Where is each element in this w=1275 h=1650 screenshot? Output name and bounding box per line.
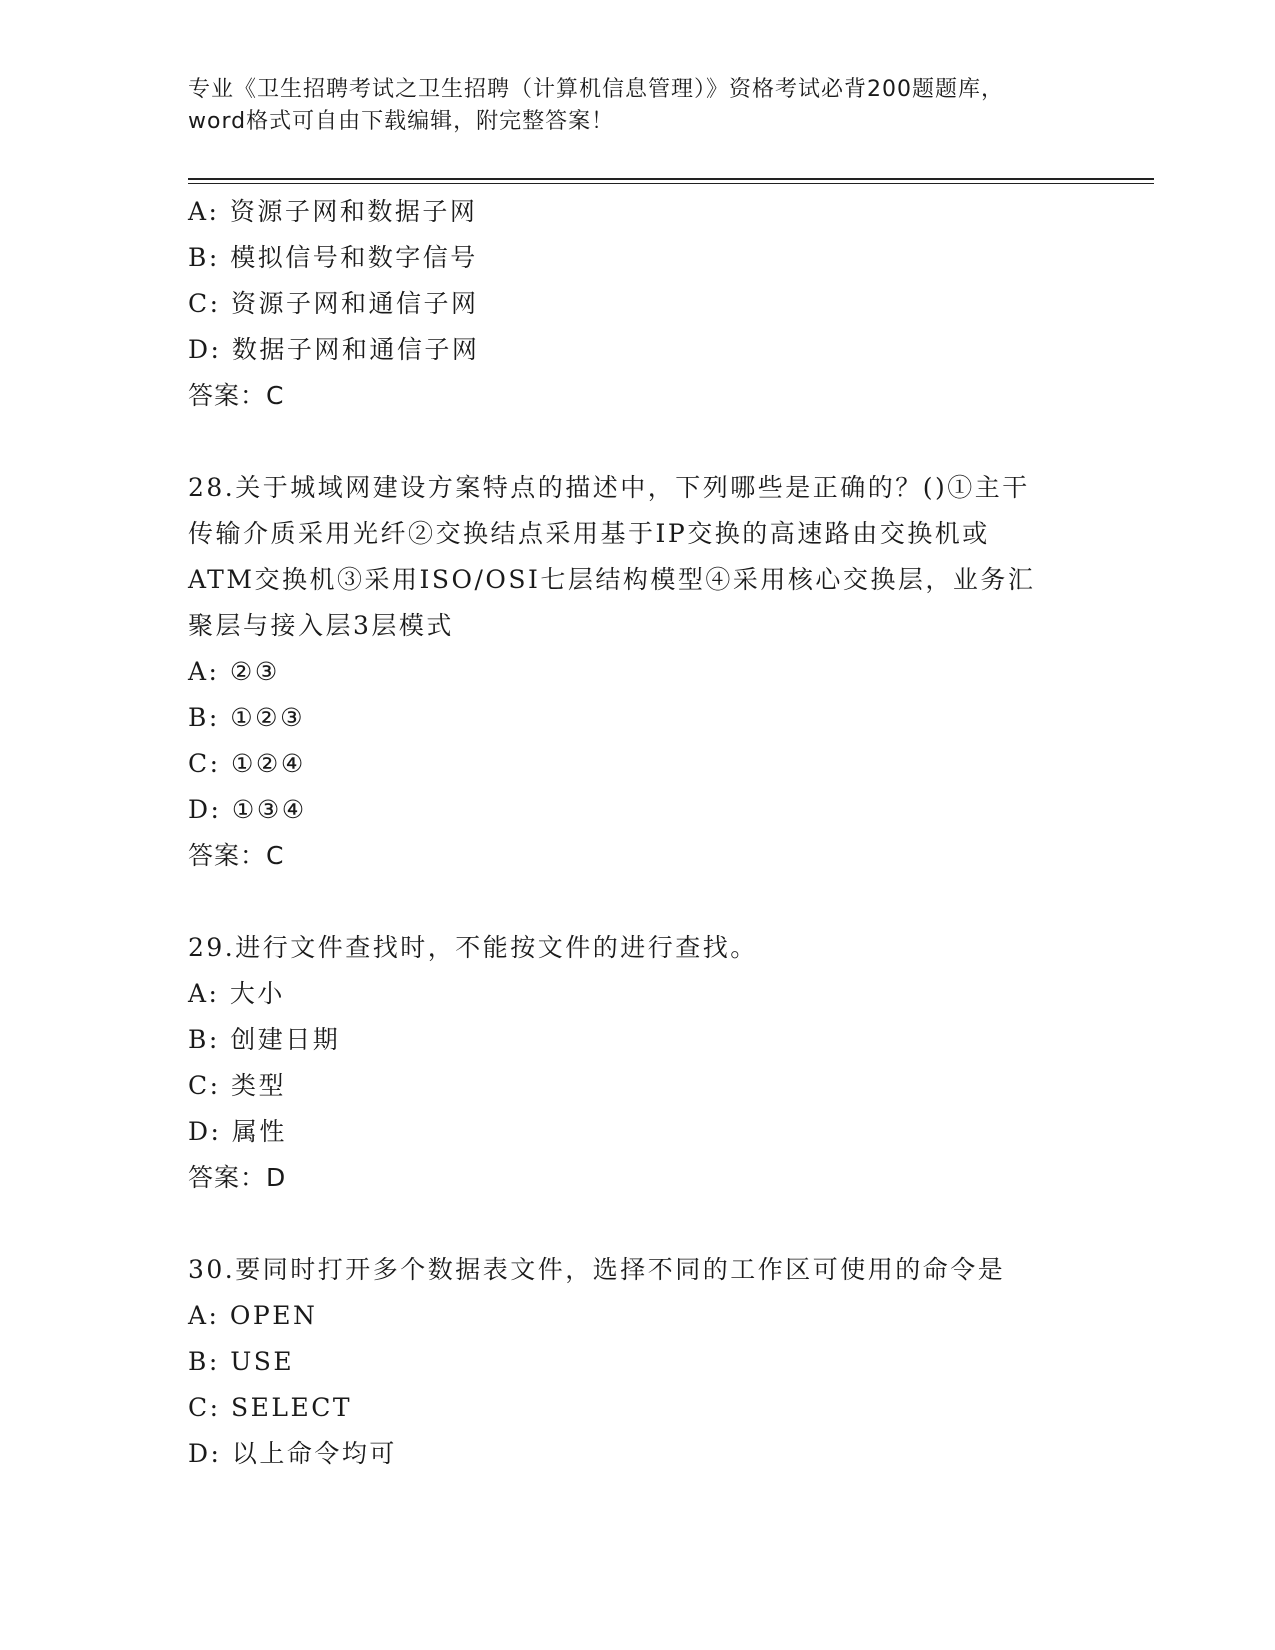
header-divider-thin [188, 183, 1154, 184]
question-stem-line: ATM交换机③采用ISO/OSI七层结构模型④采用核心交换层，业务汇 [188, 565, 1036, 594]
prev-question-block [188, 189, 1088, 419]
option-a: A: 资源子网和数据子网 [188, 197, 478, 226]
header-line-2: word格式可自由下载编辑，附完整答案！ [188, 109, 615, 134]
option-d: D: 属性 [188, 1117, 287, 1146]
option-d: D: ①③④ [188, 795, 307, 824]
option-b: B: ①②③ [188, 703, 305, 732]
option-c: C: 资源子网和通信子网 [188, 289, 479, 318]
header-line-1: 专业《卫生招聘考试之卫生招聘（计算机信息管理）》资格考试必背200题题库， [188, 77, 1004, 102]
option-a: A: 大小 [188, 979, 285, 1008]
option-c: C: 类型 [188, 1071, 286, 1100]
question-stem-line: 30.要同时打开多个数据表文件，选择不同的工作区可使用的命令是 [188, 1255, 1006, 1284]
document-header [188, 74, 1088, 138]
answer-line: 答案：C [188, 841, 285, 870]
option-c: C: ①②④ [188, 749, 306, 778]
question-stem-line: 29.进行文件查找时，不能按文件的进行查找。 [188, 933, 758, 962]
question-stem-line: 28.关于城域网建设方案特点的描述中，下列哪些是正确的？()①主干 [188, 473, 1030, 502]
option-c: C: SELECT [188, 1393, 353, 1422]
option-b: B: 创建日期 [188, 1025, 341, 1054]
question-stem-line: 传输介质采用光纤②交换结点采用基于IP交换的高速路由交换机或 [188, 519, 990, 548]
question-list [188, 189, 1088, 1477]
answer-line: 答案：C [188, 381, 285, 410]
option-b: B: USE [188, 1347, 295, 1376]
option-a: A: OPEN [188, 1301, 318, 1330]
header-divider-thick [188, 178, 1154, 180]
question-stem-line: 聚层与接入层3层模式 [188, 611, 454, 640]
answer-line: 答案：D [188, 1163, 287, 1192]
question-30-block [188, 1247, 1088, 1477]
option-a: A: ②③ [188, 657, 280, 686]
option-d: D: 数据子网和通信子网 [188, 335, 480, 364]
option-b: B: 模拟信号和数字信号 [188, 243, 478, 272]
question-28-block [188, 465, 1088, 879]
option-d: D: 以上命令均可 [188, 1439, 397, 1468]
question-29-block [188, 925, 1088, 1201]
